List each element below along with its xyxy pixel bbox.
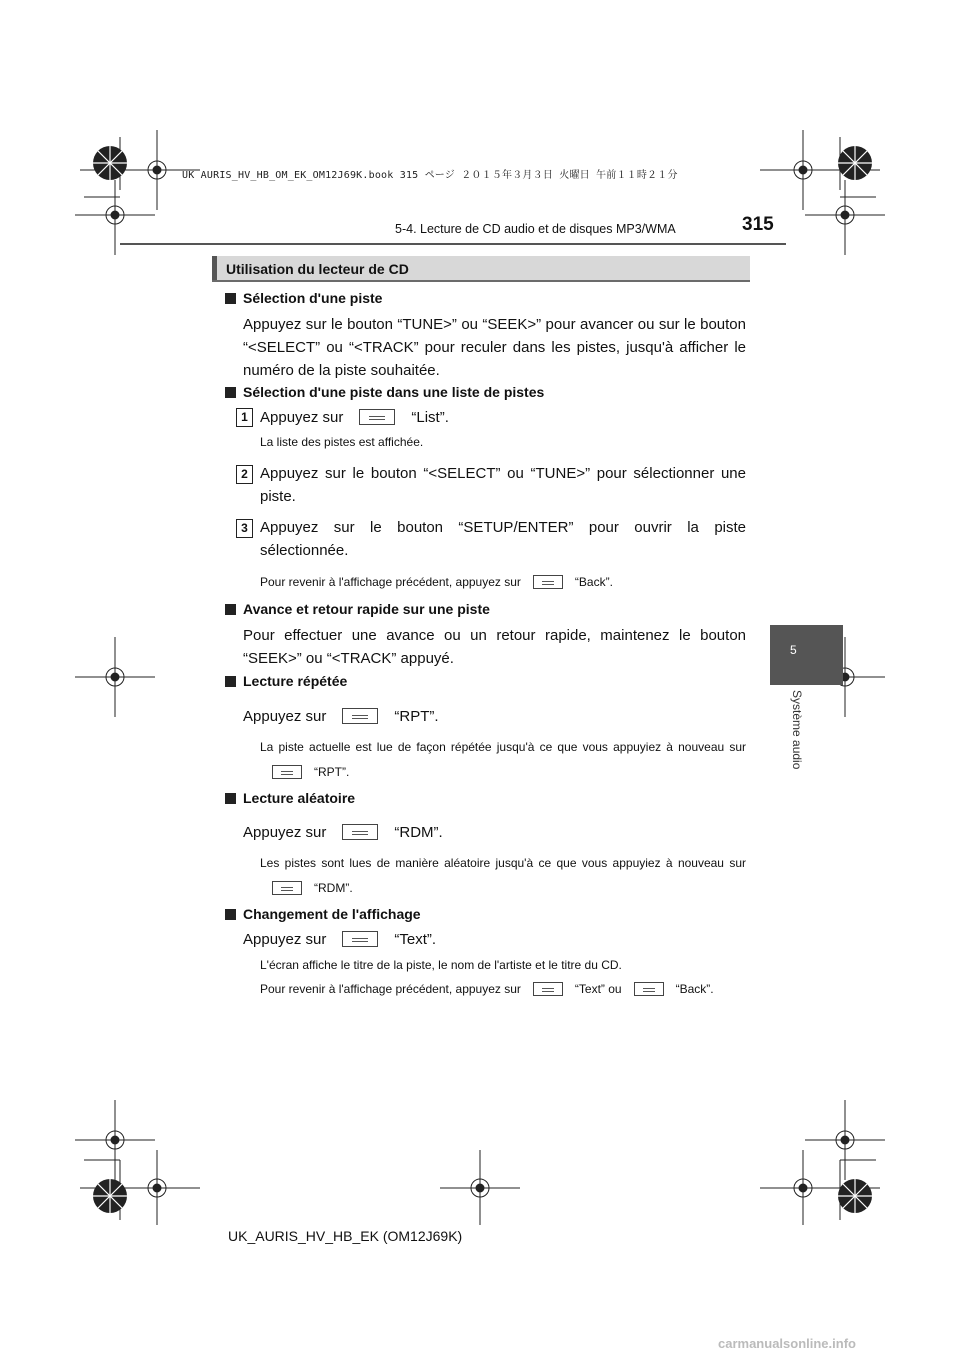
- step-number-2: 2: [236, 465, 253, 484]
- softkey-icon: [342, 931, 378, 947]
- note-display-2: Pour revenir à l'affichage précédent, appuyez sur “Text” ou “Back”.: [260, 982, 714, 996]
- step-2: Appuyez sur le bouton “<SELECT” ou “TUNE>” pour sélectionner une piste.: [260, 465, 746, 505]
- footer-code: UK_AURIS_HV_HB_EK (OM12J69K): [228, 1228, 463, 1244]
- softkey-icon: [533, 982, 563, 996]
- step-number-1: 1: [236, 408, 253, 427]
- watermark: carmanualsonline.info: [718, 1336, 856, 1351]
- chapter-label: Système audio: [790, 690, 804, 770]
- header-rule: [120, 243, 786, 245]
- square-bullet-icon: [225, 387, 236, 398]
- softkey-icon: [342, 708, 378, 724]
- softkey-icon: [272, 881, 302, 895]
- page-number: 315: [742, 214, 774, 235]
- line-repeat: Appuyez sur “RPT”.: [243, 708, 439, 725]
- chapter-number: 5: [790, 643, 797, 657]
- line-display: Appuyez sur “Text”.: [243, 931, 437, 948]
- print-info-line: UK AURIS_HV_HB_OM_EK_OM12J69K.book 315 ページ ２０１５年３月３日 火曜日 午前１１時２１分: [182, 170, 678, 181]
- square-bullet-icon: [225, 676, 236, 687]
- softkey-icon: [359, 409, 395, 425]
- chapter-tab: [770, 625, 843, 685]
- step-number-3: 3: [236, 519, 253, 538]
- paragraph-track-select: Appuyez sur le bouton “TUNE>” ou “SEEK>” pour avancer ou sur le bouton “<SELECT” ou “<TRACK” pour reculer dans les pistes, jusqu'à afficher le numéro de la piste souhaitée.: [243, 316, 746, 379]
- heading-display: Changement de l'affichage: [225, 906, 421, 922]
- heading-fast-forward: Avance et retour rapide sur une piste: [225, 601, 490, 617]
- heading-repeat: Lecture répétée: [225, 673, 347, 689]
- step-1-note: La liste des pistes est affichée.: [260, 435, 424, 449]
- softkey-icon: [272, 765, 302, 779]
- heading-track-list: Sélection d'une piste dans une liste de pistes: [225, 384, 544, 400]
- softkey-icon: [634, 982, 664, 996]
- softkey-icon: [533, 575, 563, 589]
- heading-track-select: Sélection d'une piste: [225, 290, 382, 306]
- title-text: Utilisation du lecteur de CD: [226, 261, 409, 277]
- heading-random: Lecture aléatoire: [225, 790, 355, 806]
- title-bar: [212, 256, 750, 282]
- square-bullet-icon: [225, 909, 236, 920]
- square-bullet-icon: [225, 604, 236, 615]
- line-random: Appuyez sur “RDM”.: [243, 824, 443, 841]
- paragraph-fast-forward: Pour effectuer une avance ou un retour rapide, maintenez le bouton “SEEK>” ou “<TRACK” appuyé.: [243, 627, 746, 667]
- softkey-icon: [342, 824, 378, 840]
- note-display-1: L'écran affiche le titre de la piste, le nom de l'artiste et le titre du CD.: [260, 958, 622, 972]
- square-bullet-icon: [225, 793, 236, 804]
- step-3-note: Pour revenir à l'affichage précédent, appuyez sur “Back”.: [260, 575, 613, 589]
- step-1: Appuyez sur “List”.: [260, 409, 449, 426]
- step-3: Appuyez sur le bouton “SETUP/ENTER” pour ouvrir la piste sélectionnée.: [260, 519, 746, 559]
- title-accent: [212, 256, 217, 280]
- square-bullet-icon: [225, 293, 236, 304]
- section-header: 5-4. Lecture de CD audio et de disques MP3/WMA: [395, 222, 676, 236]
- note-repeat: La piste actuelle est lue de façon répétée jusqu'à ce que vous appuyiez à nouveau sur“RPT”.: [260, 740, 746, 779]
- note-random: Les pistes sont lues de manière aléatoire jusqu'à ce que vous appuyiez à nouveau sur“RDM”.: [260, 856, 746, 895]
